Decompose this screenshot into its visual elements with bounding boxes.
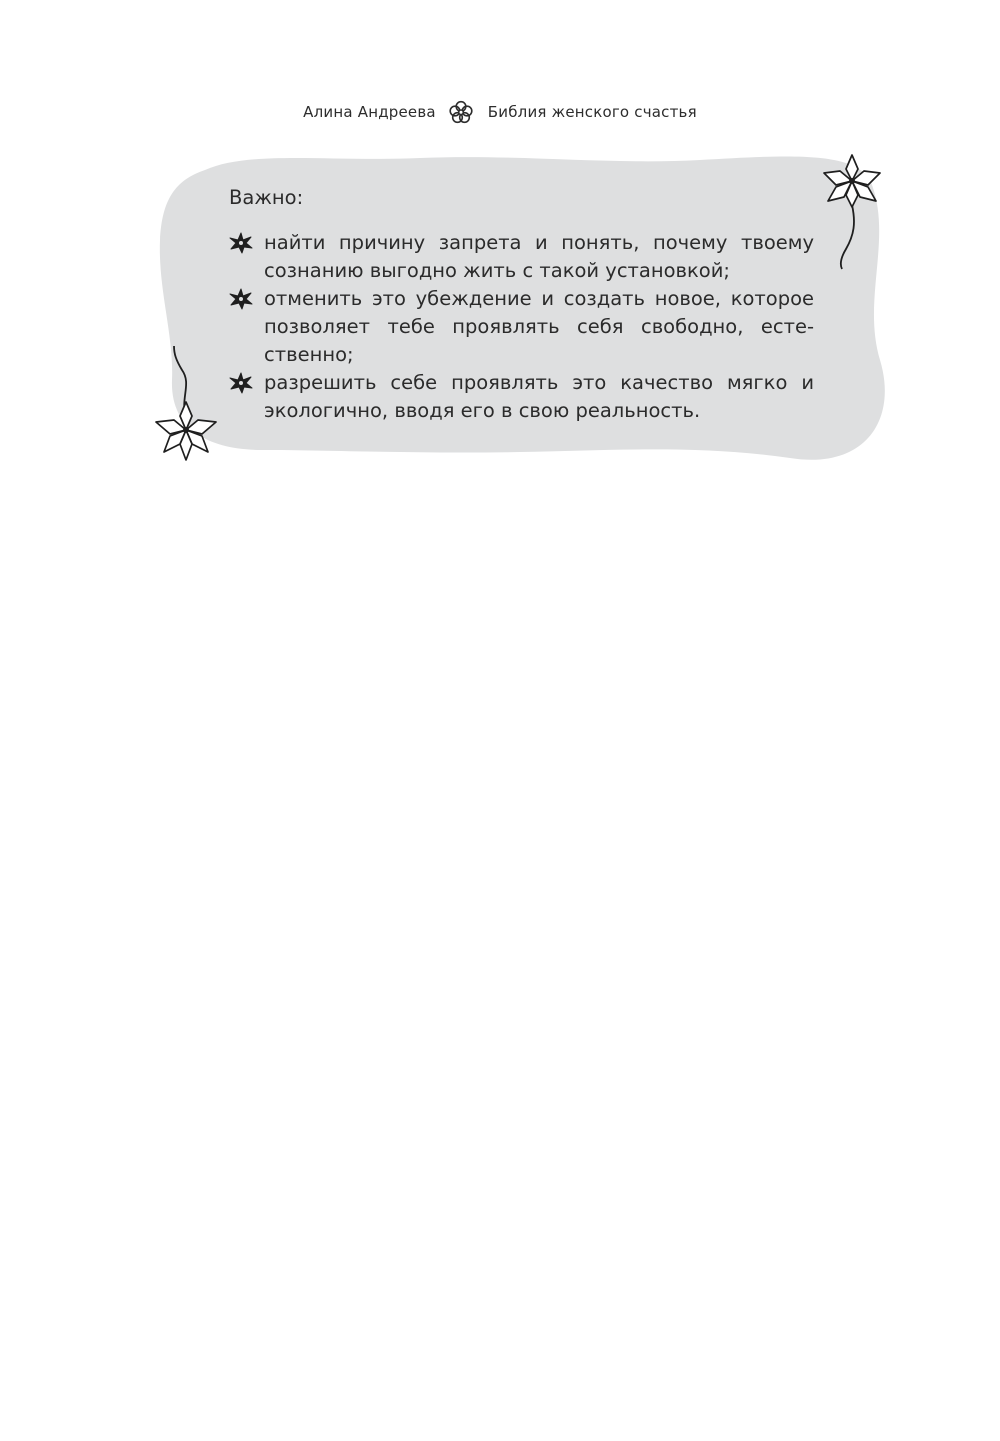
list-item-text: отменить это убеждение и создать новое, которое позволяет тебе проявлять себя свободно, естественно;: [264, 287, 814, 366]
star-flower-icon: [229, 288, 253, 310]
list-item: [229, 229, 814, 285]
list-item-text: разрешить себе проявлять это качество мягко и экологично, вводя его в свою реальность.: [264, 371, 814, 422]
header-author: Алина Андреева: [303, 103, 436, 121]
header-book-title: Библия женского счастья: [487, 103, 697, 121]
bullet-list: [229, 229, 814, 425]
callout-heading: Важно:: [229, 186, 304, 209]
list-item: [229, 285, 814, 369]
list-item-text: найти причину запрета и понять, почему твоему сознанию выгодно жить с такой установкой;: [264, 231, 814, 282]
callout-box: [229, 183, 814, 425]
list-item: [229, 369, 814, 425]
star-flower-icon: [229, 232, 253, 254]
star-flower-icon: [229, 372, 253, 394]
